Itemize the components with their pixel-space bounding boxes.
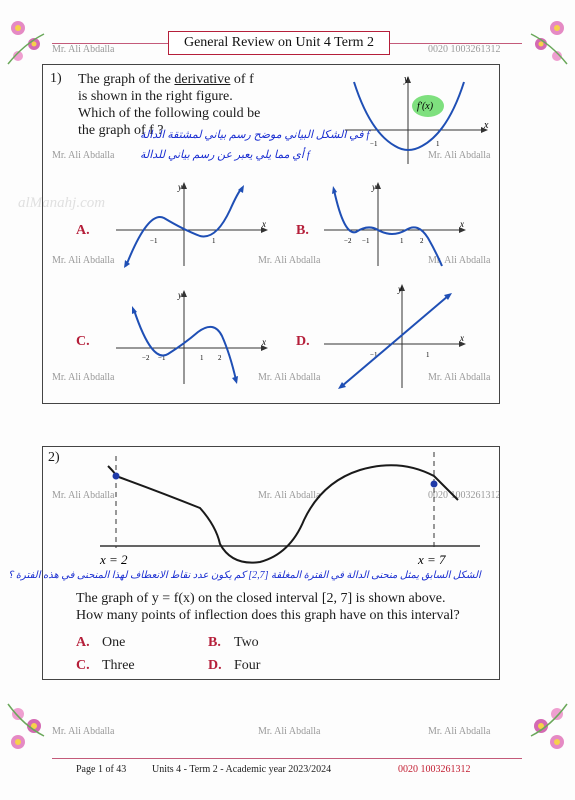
question-number: 2) <box>48 450 60 465</box>
option-a-graph[interactable] <box>112 180 272 270</box>
q1-line: Which of the following could be <box>78 106 261 121</box>
flower-decoration-bottom-right <box>525 700 571 756</box>
interval-graph <box>60 448 480 568</box>
page-title <box>168 31 390 55</box>
derivative-graph <box>340 72 495 172</box>
flower-decoration-top-left <box>4 14 50 70</box>
footer-units: Units 4 - Term 2 - Academic year 2023/2024 <box>152 764 332 775</box>
option-b-letter[interactable]: B. <box>296 223 309 238</box>
option-b-text[interactable]: Two <box>234 635 259 650</box>
watermark-name: Mr. Ali Abdalla <box>258 255 321 266</box>
svg-text:1: 1 <box>200 354 204 362</box>
handwritten-note: في الشكل البياني موضح رسم بياني لمشتقة الدالة f <box>140 129 370 141</box>
derivative-label: f′(x) <box>417 101 434 112</box>
option-c-letter[interactable]: C. <box>76 334 90 349</box>
x-equals-2-label: x = 2 <box>100 552 128 567</box>
footer-rule <box>52 758 522 759</box>
x-equals-7-label: x = 7 <box>418 552 446 567</box>
svg-text:−1: −1 <box>158 354 166 362</box>
option-c-text[interactable]: Three <box>102 658 135 673</box>
option-a-text[interactable]: One <box>102 635 126 650</box>
watermark-name: Mr. Ali Abdalla <box>428 372 491 383</box>
x-axis-label: x <box>460 333 464 343</box>
option-a-letter[interactable]: A. <box>76 223 90 238</box>
watermark-name: Mr. Ali Abdalla <box>258 372 321 383</box>
q1-line: is shown in the right figure. <box>78 89 233 104</box>
flower-decoration-top-right <box>525 14 571 70</box>
x-axis-label: x <box>262 219 266 229</box>
watermark-name: Mr. Ali Abdalla <box>52 44 115 55</box>
svg-text:−1: −1 <box>150 237 158 245</box>
q1-line: the graph of f ? <box>78 123 164 138</box>
page-number: Page 1 of 43 <box>76 764 127 775</box>
watermark-name: Mr. Ali Abdalla <box>258 726 321 737</box>
svg-text:−2: −2 <box>344 237 352 245</box>
site-watermark: alManahj.com <box>18 195 106 211</box>
svg-text:2: 2 <box>420 237 424 245</box>
watermark-name: Mr. Ali Abdalla <box>52 726 115 737</box>
watermark-name: Mr. Ali Abdalla <box>428 255 491 266</box>
option-d-graph[interactable] <box>320 282 470 392</box>
option-d-letter[interactable]: D. <box>208 658 222 673</box>
y-axis-label: y <box>372 182 376 192</box>
svg-text:1: 1 <box>212 237 216 245</box>
y-axis-label: y <box>404 74 409 85</box>
y-axis-label: y <box>178 290 182 300</box>
watermark-name: Mr. Ali Abdalla <box>52 255 115 266</box>
option-a-letter[interactable]: A. <box>76 635 90 650</box>
option-b-letter[interactable]: B. <box>208 635 221 650</box>
q1-text-part: of f <box>230 72 254 87</box>
option-d-letter[interactable]: D. <box>296 334 310 349</box>
svg-text:−2: −2 <box>142 354 150 362</box>
watermark-name: Mr. Ali Abdalla <box>52 490 115 501</box>
svg-text:1: 1 <box>400 237 404 245</box>
watermark-name: Mr. Ali Abdalla <box>428 726 491 737</box>
watermark-name: Mr. Ali Abdalla <box>428 150 491 161</box>
x-axis-label: x <box>460 219 464 229</box>
footer-phone: 0020 1003261312 <box>398 764 471 775</box>
x-axis-label: x <box>484 120 489 131</box>
option-b-graph[interactable] <box>320 180 470 270</box>
handwritten-note: الشكل السابق يمثل منحنى الدالة في الفترة المغلقة [2,7] كم يكون عدد نقاط الانعطاف لهذا المنحنى في هذه الفترة ؟ <box>8 570 481 581</box>
y-axis-label: y <box>178 182 182 192</box>
flower-decoration-bottom-left <box>4 700 50 756</box>
svg-text:1: 1 <box>436 140 440 148</box>
option-c-graph[interactable] <box>112 288 272 388</box>
x-axis-label: x <box>262 337 266 347</box>
q1-derivative-word: derivative <box>174 72 231 87</box>
option-d-text[interactable]: Four <box>234 658 261 673</box>
question-number: 1) <box>50 71 62 86</box>
handwritten-note: أي مما يلي يعبر عن رسم بياني للدالة f <box>140 149 310 161</box>
svg-text:−1: −1 <box>370 351 378 359</box>
svg-text:1: 1 <box>426 351 430 359</box>
question-2-text <box>76 590 496 624</box>
q1-text-part: The graph of the <box>78 72 175 87</box>
option-c-letter[interactable]: C. <box>76 658 90 673</box>
svg-text:−1: −1 <box>370 140 378 148</box>
q2-line: How many points of inflection does this graph have on this interval? <box>76 608 460 623</box>
watermark-name: Mr. Ali Abdalla <box>52 372 115 383</box>
page-title-text: General Review on Unit 4 Term 2 <box>183 35 375 50</box>
watermark-phone: 0020 1003261312 <box>428 44 501 55</box>
svg-text:2: 2 <box>218 354 222 362</box>
q2-line: The graph of y = f(x) on the closed interval [2, 7] is shown above. <box>76 591 446 606</box>
watermark-phone: 0020 1003261312 <box>428 490 501 501</box>
svg-text:−1: −1 <box>362 237 370 245</box>
watermark-name: Mr. Ali Abdalla <box>258 490 321 501</box>
y-axis-label: y <box>398 284 402 294</box>
watermark-name: Mr. Ali Abdalla <box>52 150 115 161</box>
